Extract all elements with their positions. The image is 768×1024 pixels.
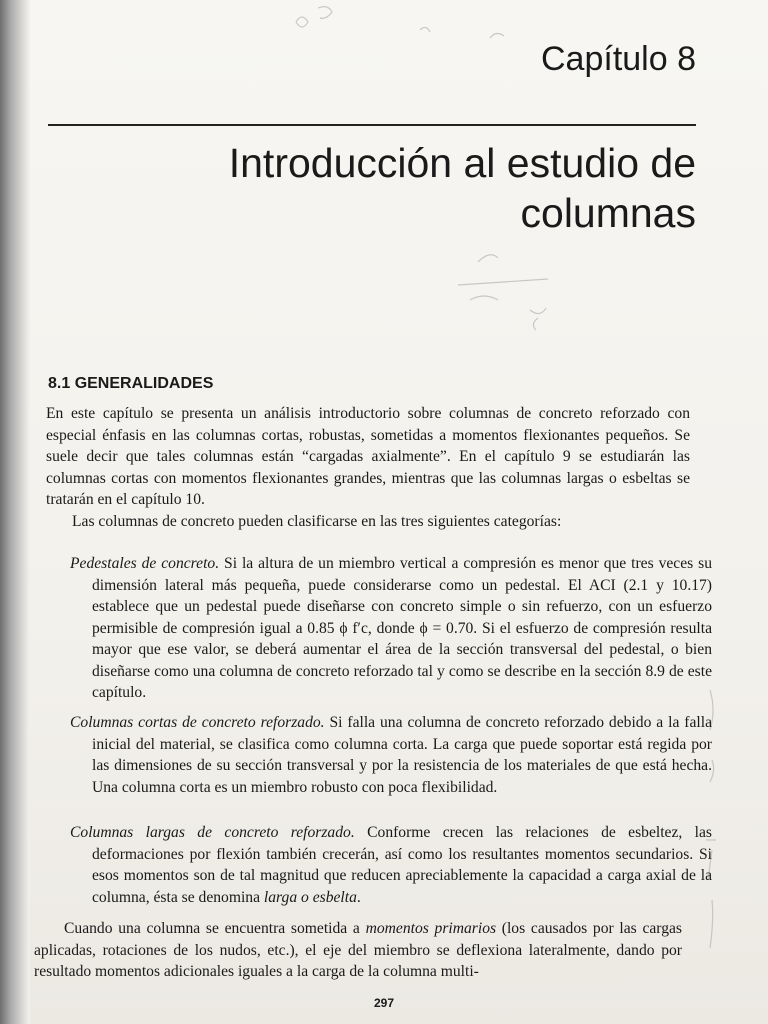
- list-item-text: Si la altura de un miembro vertical a compresión es menor que tres veces su dimensión lateral más pequeña, puede considerarse como un pedestal. El ACI (2.1 y 10.17) establece que un pedestal puede diseñarse con concreto simple o sin refuerzo, con un esfuerzo permisible de compresión igual a 0.85 ϕ f′c, donde ϕ = 0.70. Si el esfuerzo de compresión resulta mayor que ese valor, se deberá aumentar el área de la sección transversal del pedestal, o bien diseñarse como una columna de concreto reforzado tal y como se describe en la sección 8.9 de este capítulo.: [92, 555, 712, 701]
- final-paragraph-emphasis: momentos primarios: [365, 920, 497, 937]
- section-heading: 8.1 GENERALIDADES: [48, 375, 214, 392]
- intro-paragraphs: [46, 403, 690, 532]
- final-paragraph-end: (los causados por las cargas aplicadas, rotaciones de los nudos, etc.), el eje del miembro se deflexiona lateralmente, dando por resultado momentos adicionales iguales a la carga de la columna multi-: [34, 920, 682, 980]
- list-item-text: Si falla una columna de concreto reforzado debido a la falla inicial del material, se clasifica como columna corta. La carga que puede soportar está regida por las dimensiones de su sección transversal y por la resistencia de los materiales de que está hecha. Una columna corta es un miembro robusto con poca flexibilidad.: [92, 714, 712, 796]
- list-item-text-end: .: [356, 888, 361, 906]
- chapter-title: [76, 138, 696, 238]
- final-paragraph-start: Cuando una columna se encuentra sometida a: [64, 920, 366, 937]
- list-item-pedestales: [70, 553, 712, 704]
- final-paragraph: [34, 918, 682, 983]
- chapter-label: Capítulo 8: [541, 40, 696, 78]
- list-item-emphasis: larga o esbelta: [263, 888, 357, 906]
- list-item-columnas-cortas: [70, 712, 712, 798]
- paragraph-1: En este capítulo se presenta un análisis introductorio sobre columnas de concreto reforzado con especial énfasis en las columnas cortas, robustas, sometidas a momentos flexionantes pequeños. Se suele decir que tales columnas están “cargadas axialmente”. En el capítulo 9 se estudiarán las columnas cortas con momentos flexionantes grandes, mientras que las columnas largas o esbeltas se tratarán en el capítulo 10.: [46, 405, 690, 508]
- paragraph-2: Las columnas de concreto pueden clasificarse en las tres siguientes categorías:: [72, 512, 562, 530]
- list-item-columnas-largas: [70, 822, 712, 908]
- list-item-term: Columnas largas de concreto reforzado.: [70, 824, 355, 841]
- list-item-text: Conforme crecen las relaciones de esbeltez, las deformaciones por flexión también crecerán, así como los resultantes momentos secundarios. Si esos momentos son de tal magnitud que reducen apreciablemente la capacidad a carga axial de la columna, ésta se denomina: [92, 824, 712, 906]
- chapter-title-line-2: columnas: [520, 190, 696, 236]
- title-divider-rule: [48, 124, 696, 126]
- list-item-term: Columnas cortas de concreto reforzado.: [70, 714, 325, 731]
- page-number: 297: [373, 996, 395, 1010]
- chapter-title-line-1: Introducción al estudio de: [228, 140, 696, 186]
- list-item-term: Pedestales de concreto.: [70, 555, 220, 572]
